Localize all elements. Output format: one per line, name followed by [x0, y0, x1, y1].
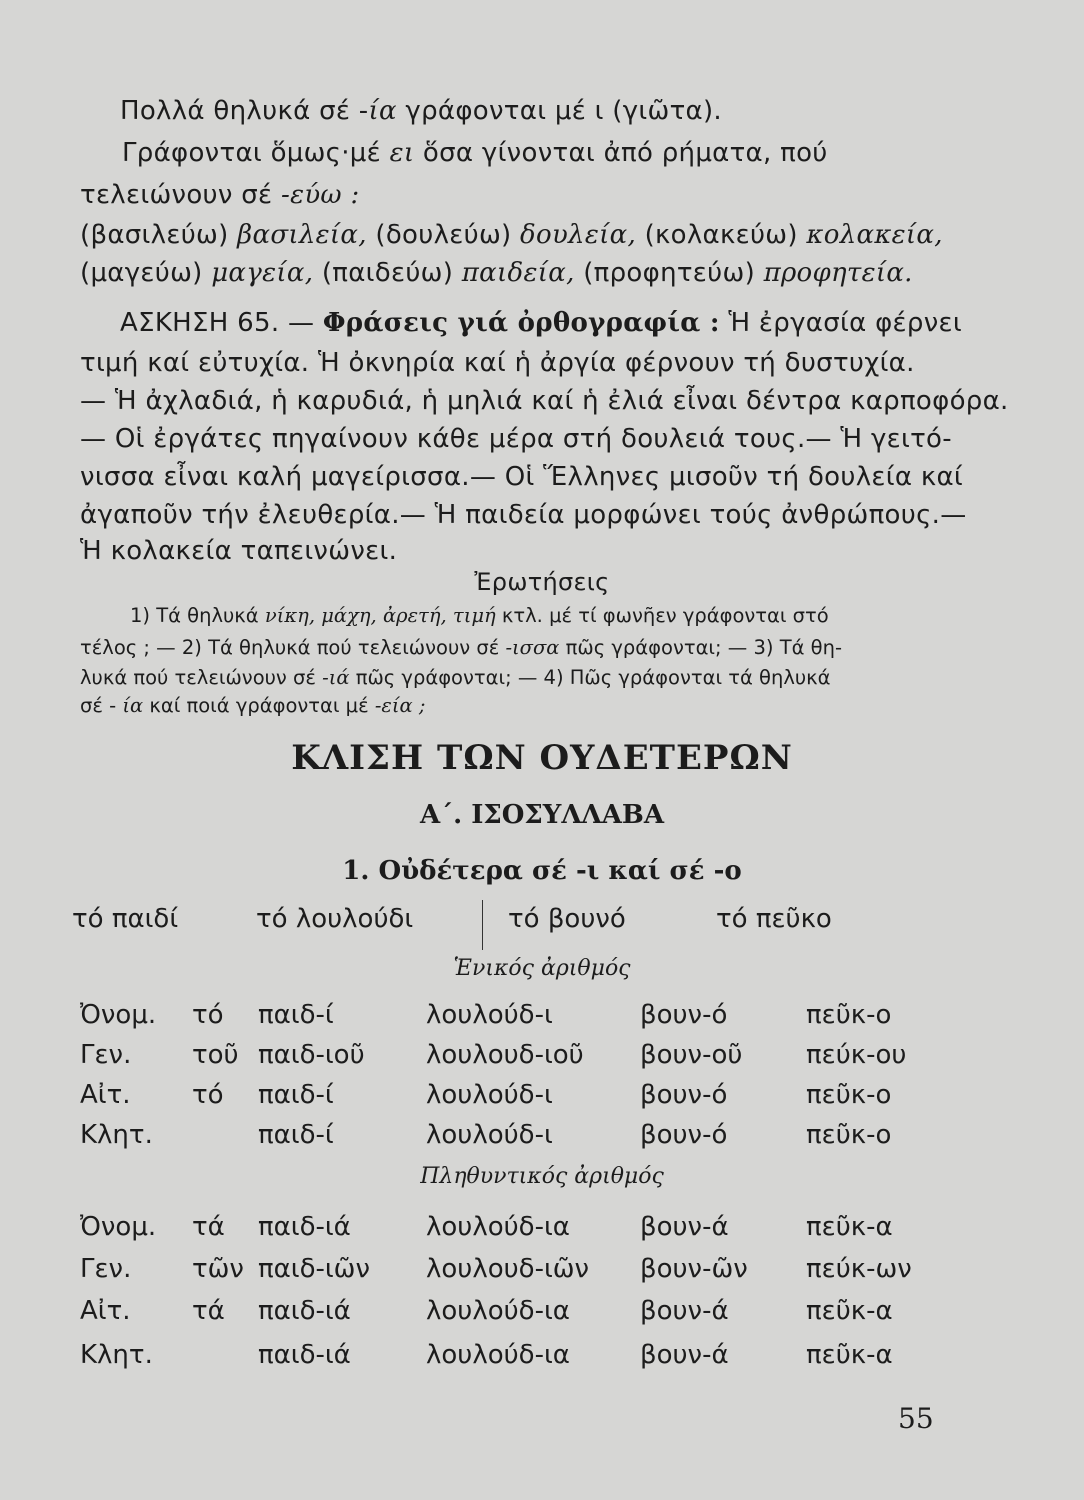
- article: τοῦ: [192, 1040, 239, 1070]
- text: (βασιλεύω): [80, 220, 238, 250]
- header-pefko: τό πεῦκο: [716, 904, 832, 934]
- form-vouno: βουν-ά: [640, 1296, 729, 1326]
- text: καί ποιά γράφονται μέ: [143, 694, 375, 717]
- exercise-line3: — Ἡ ἀχλαδιά, ἡ καρυδιά, ἡ μηλιά καί ἡ ἐλιά εἶναι δέντρα καρποφόρα.: [80, 386, 1009, 416]
- form-louloudi: λουλουδ-ιοῦ: [426, 1040, 584, 1070]
- form-vouno: βουν-οῦ: [640, 1040, 743, 1070]
- form-paidi: παιδ-ιά: [258, 1296, 351, 1326]
- form-pefko: πεύκ-ων: [806, 1254, 912, 1284]
- text: τέλος ; — 2) Τά θηλυκά πού τελειώνουν σέ: [80, 636, 506, 659]
- form-paidi: παιδ-ιά: [258, 1340, 351, 1370]
- italic-text: παιδεία,: [461, 258, 575, 288]
- form-vouno: βουν-ό: [640, 1080, 728, 1110]
- form-paidi: παιδ-ιῶν: [258, 1254, 370, 1284]
- form-vouno: βουν-ά: [640, 1212, 729, 1242]
- header-vouno: τό βουνό: [508, 904, 626, 934]
- case-label: Αἰτ.: [80, 1080, 131, 1110]
- article: τῶν: [192, 1254, 244, 1284]
- form-louloudi: λουλούδ-ι: [426, 1080, 553, 1110]
- italic-text: ει: [389, 138, 415, 168]
- form-pefko: πεῦκ-ο: [806, 1080, 892, 1110]
- form-louloudi: λουλούδ-ια: [426, 1212, 570, 1242]
- form-pefko: πεῦκ-ο: [806, 1120, 892, 1150]
- text: πῶς γράφονται; — 4) Πῶς γράφονται τά θηλυκά: [349, 666, 831, 689]
- text: σέ -: [80, 694, 123, 717]
- questions-heading: Ἐρωτήσεις: [474, 568, 610, 596]
- italic-text: -εύω :: [280, 180, 360, 210]
- italic-text: προφητεία.: [763, 258, 913, 288]
- text: (προφητεύω): [574, 258, 764, 288]
- plural-label: Πληθυντικός ἀριθμός: [420, 1164, 664, 1189]
- italic-text: -ισσα: [505, 636, 560, 659]
- case-label: Αἰτ.: [80, 1296, 131, 1326]
- article: τό: [192, 1000, 224, 1030]
- italic-text: ία: [122, 694, 144, 717]
- text: (κολακεύω): [636, 220, 807, 250]
- text: 1) Τά θηλυκά: [130, 604, 265, 627]
- form-pefko: πεῦκ-ο: [806, 1000, 892, 1030]
- italic-text: -ιά: [322, 666, 350, 689]
- section-subtitle: Α΄. ΙΣΟΣΥΛΛΑΒΑ: [419, 800, 665, 830]
- question-line4: [80, 694, 425, 717]
- text: λυκά πού τελειώνουν σέ: [80, 666, 323, 689]
- text: (δουλεύω): [366, 220, 521, 250]
- page-number: 55: [898, 1402, 934, 1435]
- italic-text: βασιλεία,: [237, 220, 367, 250]
- form-paidi: παιδ-ί: [258, 1120, 334, 1150]
- case-label: Ὀνομ.: [80, 1212, 157, 1242]
- text: Ἡ ἐργασία φέρνει: [719, 308, 962, 338]
- form-vouno: βουν-ό: [640, 1000, 728, 1030]
- exercise-line6: ἀγαποῦν τήν ἐλευθερία.— Ἡ παιδεία μορφώνει τούς ἀνθρώπους.—: [80, 500, 967, 530]
- question-line1: [130, 604, 829, 627]
- rule2-line3: [80, 220, 943, 250]
- form-paidi: παιδ-ί: [258, 1080, 334, 1110]
- form-louloudi: λουλουδ-ιῶν: [426, 1254, 590, 1284]
- form-vouno: βουν-ῶν: [640, 1254, 748, 1284]
- exercise-line1: [120, 308, 962, 338]
- text: τελειώνουν σέ: [80, 180, 281, 210]
- text: κτλ. μέ τί φωνῆεν γράφονται στό: [495, 604, 829, 627]
- italic-text: κολακεία,: [806, 220, 943, 250]
- exercise-label: ΑΣΚΗΣΗ 65. —: [120, 308, 323, 338]
- rule-sentence: [120, 96, 722, 126]
- italic-text: -εία ;: [374, 694, 426, 717]
- rule-text: Πολλά θηλυκά σέ -: [120, 96, 369, 126]
- text: Γράφονται ὅμως·μέ: [122, 138, 390, 168]
- form-pefko: πεῦκ-α: [806, 1296, 893, 1326]
- text: (παιδεύω): [313, 258, 462, 288]
- text: ὅσα γίνονται ἀπό ρήματα, πού: [414, 138, 828, 168]
- case-label: Κλητ.: [80, 1340, 153, 1370]
- text: (μαγεύω): [80, 258, 212, 288]
- case-label: Γεν.: [80, 1254, 132, 1284]
- italic-text: νίκη, μάχη, ἀρετή, τιμή: [264, 604, 496, 627]
- exercise-line5: νισσα εἶναι καλή μαγείρισσα.— Οἱ Ἕλληνες μισοῦν τή δουλεία καί: [80, 462, 964, 492]
- form-vouno: βουν-ά: [640, 1340, 729, 1370]
- rule2-line2: [80, 180, 360, 210]
- article: τό: [192, 1080, 224, 1110]
- article: τά: [192, 1296, 225, 1326]
- form-pefko: πεῦκ-α: [806, 1212, 893, 1242]
- form-pefko: πεῦκ-α: [806, 1340, 893, 1370]
- case-label: Γεν.: [80, 1040, 132, 1070]
- header-divider: [482, 900, 483, 950]
- rule-suffix: ία: [368, 96, 397, 126]
- exercise-line4: — Οἱ ἐργάτες πηγαίνουν κάθε μέρα στή δουλειά τους.— Ἡ γειτό-: [80, 424, 952, 454]
- header-paidi: τό παιδί: [72, 904, 179, 934]
- italic-text: μαγεία,: [211, 258, 314, 288]
- case-label: Ὀνομ.: [80, 1000, 157, 1030]
- exercise-heading: Φράσεις γιά ὀρθογραφία :: [322, 308, 720, 338]
- form-louloudi: λουλούδ-ι: [426, 1000, 553, 1030]
- form-pefko: πεύκ-ου: [806, 1040, 907, 1070]
- section-title: ΚΛΙΣΗ ΤΩΝ ΟΥΔΕΤΕΡΩΝ: [291, 738, 793, 778]
- form-paidi: παιδ-ιοῦ: [258, 1040, 365, 1070]
- italic-text: δουλεία,: [520, 220, 637, 250]
- header-louloudi: τό λουλούδι: [256, 904, 414, 934]
- text: πῶς γράφονται; — 3) Τά θη-: [559, 636, 842, 659]
- form-vouno: βουν-ό: [640, 1120, 728, 1150]
- question-line2: [80, 636, 842, 659]
- rule-text-rest: γράφονται μέ ι (γιῶτα).: [396, 96, 722, 126]
- form-louloudi: λουλούδ-ι: [426, 1120, 553, 1150]
- case-label: Κλητ.: [80, 1120, 153, 1150]
- rule2-line1: [122, 138, 828, 168]
- rule2-line4: [80, 258, 913, 288]
- form-paidi: παιδ-ιά: [258, 1212, 351, 1242]
- exercise-line7: Ἡ κολακεία ταπεινώνει.: [80, 536, 398, 566]
- singular-label: Ἑνικός ἀριθμός: [453, 956, 631, 981]
- article: τά: [192, 1212, 225, 1242]
- form-louloudi: λουλούδ-ια: [426, 1340, 570, 1370]
- form-louloudi: λουλούδ-ια: [426, 1296, 570, 1326]
- exercise-line2: τιμή καί εὐτυχία. Ἡ ὀκνηρία καί ἡ ἀργία φέρνουν τή δυστυχία.: [80, 348, 915, 378]
- form-paidi: παιδ-ί: [258, 1000, 334, 1030]
- section-sub2: 1. Οὐδέτερα σέ -ι καί σέ -ο: [342, 856, 742, 886]
- question-line3: [80, 666, 831, 689]
